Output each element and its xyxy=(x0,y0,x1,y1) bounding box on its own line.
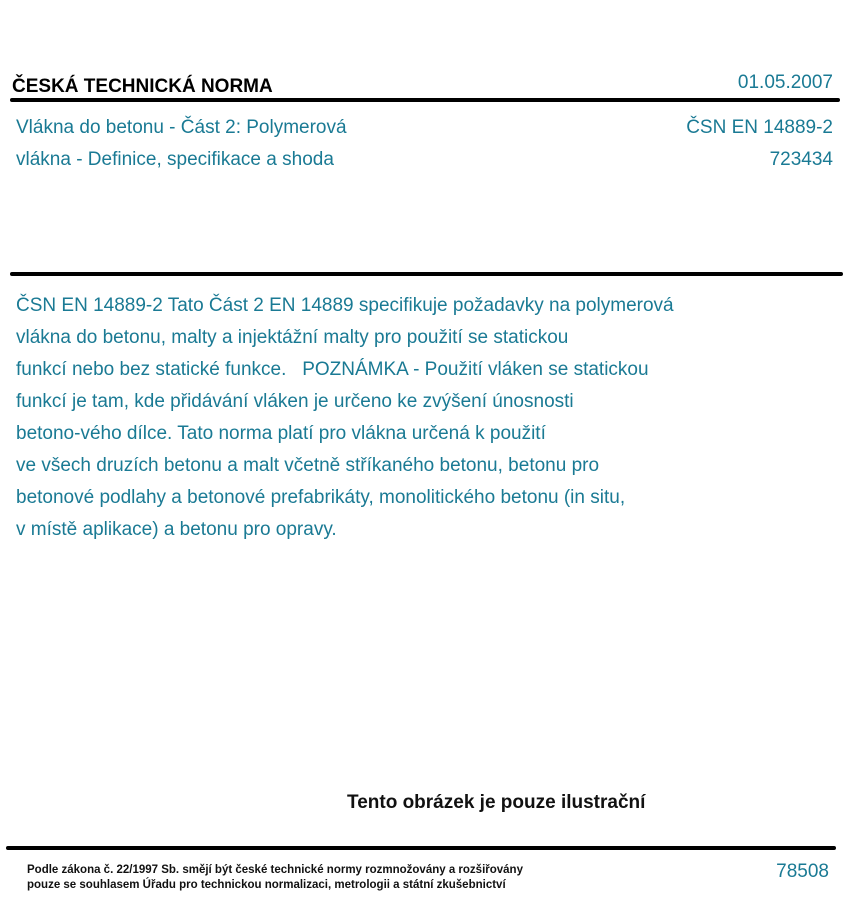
standard-code: ČSN EN 14889-2 xyxy=(686,117,833,138)
standard-title-line: vlákna - Definice, specifikace a shoda xyxy=(16,149,334,170)
legal-notice-line: Podle zákona č. 22/1997 Sb. smějí být české technické normy rozmnožovány a rozšiřovány xyxy=(27,864,523,876)
legal-notice xyxy=(27,863,523,893)
illustrative-notice: Tento obrázek je pouze ilustrační xyxy=(347,792,646,813)
abstract-line: funkcí nebo bez statické funkce. POZNÁMKA - Použití vláken se statickou xyxy=(16,359,649,380)
abstract-line: funkcí je tam, kde přidávání vláken je určeno ke zvýšení únosnosti xyxy=(16,391,574,412)
standard-title-line: Vlákna do betonu - Část 2: Polymerová xyxy=(16,117,347,138)
footer-divider xyxy=(6,846,836,850)
abstract-line: vlákna do betonu, malty a injektážní malty pro použití se statickou xyxy=(16,327,569,348)
abstract-line: betono-vého dílce. Tato norma platí pro vlákna určená k použití xyxy=(16,423,546,444)
section-divider xyxy=(10,272,843,276)
abstract-line: ve všech druzích betonu a malt včetně stříkaného betonu, betonu pro xyxy=(16,455,600,476)
classification-number: 723434 xyxy=(769,149,833,170)
legal-notice-line: pouze se souhlasem Úřadu pro technickou normalizaci, metrologii a státní zkušebnictví xyxy=(27,879,506,891)
abstract-text xyxy=(16,290,796,546)
publication-date: 01.05.2007 xyxy=(737,72,833,93)
page-code: 78508 xyxy=(776,861,829,882)
abstract-line: v místě aplikace) a betonu pro opravy. xyxy=(16,519,337,540)
abstract-line: betonové podlahy a betonové prefabrikáty, monolitického betonu (in situ, xyxy=(16,487,626,508)
abstract-line: ČSN EN 14889-2 Tato Část 2 EN 14889 specifikuje požadavky na polymerová xyxy=(16,295,674,316)
header-divider xyxy=(10,98,840,102)
document-type-heading: ČESKÁ TECHNICKÁ NORMA xyxy=(12,76,273,97)
